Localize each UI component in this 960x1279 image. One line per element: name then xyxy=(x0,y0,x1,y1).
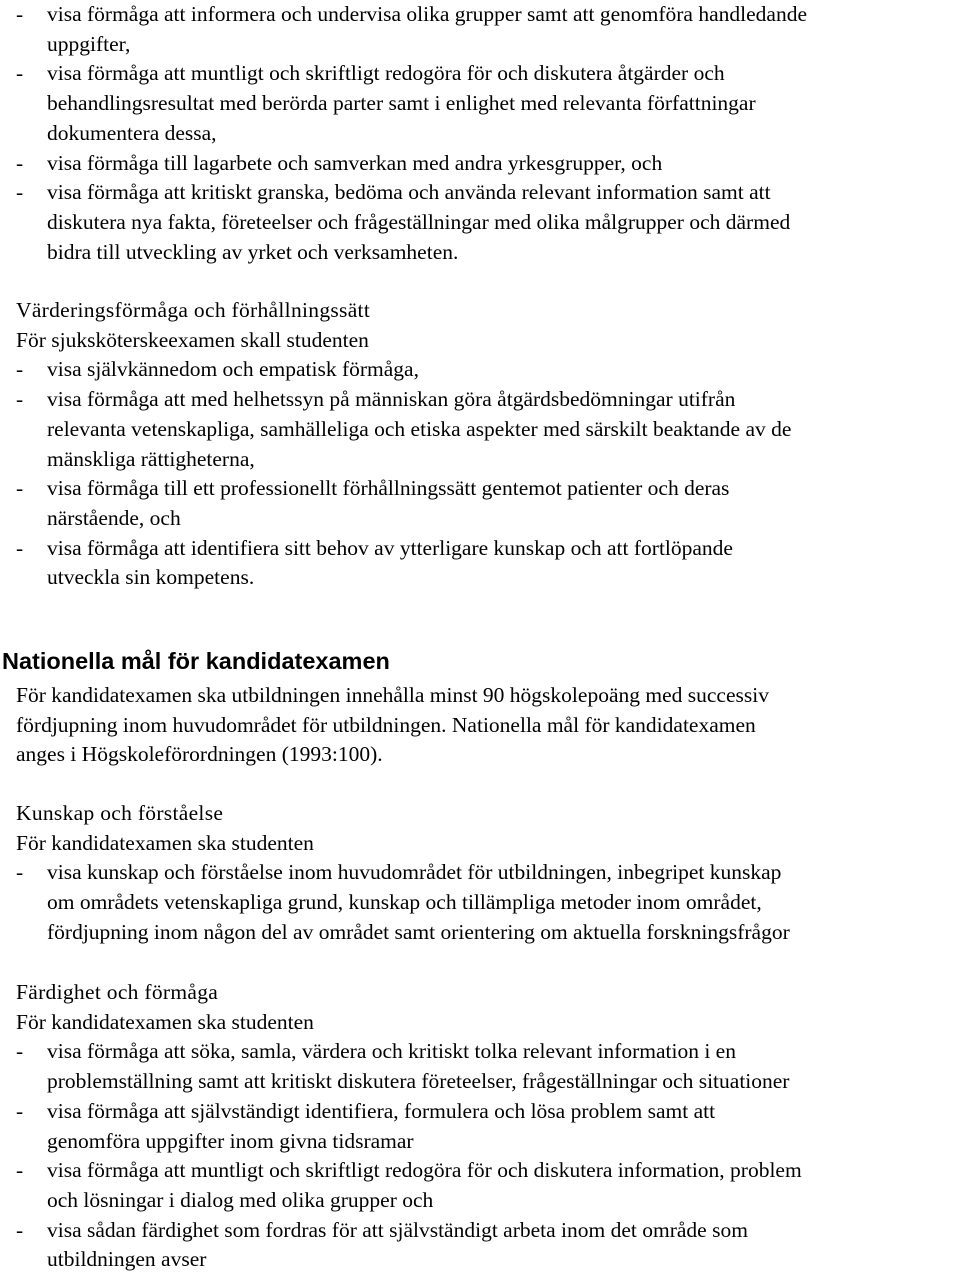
list-line: bidra till utveckling av yrket och verksamheten. xyxy=(47,239,459,264)
list-item xyxy=(16,59,947,148)
list-item xyxy=(16,858,947,947)
list-line: visa förmåga till ett professionellt förhållningssätt gentemot patienter och deras xyxy=(47,476,730,501)
list-line: visa förmåga att självständigt identifiera, formulera och lösa problem samt att xyxy=(47,1098,716,1123)
list-line: behandlingsresultat med berörda parter samt i enlighet med relevanta författningar xyxy=(47,91,756,116)
list-item xyxy=(16,1216,947,1275)
list-line: genomföra uppgifter inom givna tidsramar xyxy=(47,1128,414,1153)
list-dash: - xyxy=(16,61,24,86)
list-line: utbildningen avser xyxy=(47,1247,207,1272)
list-item xyxy=(16,474,947,533)
fardighet-section xyxy=(16,978,947,1275)
list-item xyxy=(16,149,947,179)
section-subtitle: Värderingsförmåga och förhållningssätt xyxy=(16,298,371,322)
list-item xyxy=(16,1097,947,1156)
list-line: diskutera nya fakta, företeelser och frågeställningar med olika målgrupper och därmed xyxy=(47,209,791,234)
list-dash: - xyxy=(16,150,24,175)
list-line: problemställning samt att kritiskt diskutera företeelser, frågeställningar och situationer xyxy=(47,1069,790,1094)
list-line: visa självkännedom och empatisk förmåga, xyxy=(47,357,419,382)
list-dash: - xyxy=(16,535,24,560)
list-line: om områdets vetenskapliga grund, kunskap och tillämpliga metoder inom området, xyxy=(47,890,762,915)
kunskap-section xyxy=(16,799,947,948)
list-line: relevanta vetenskapliga, samhälleliga och etiska aspekter med särskilt beaktande av de xyxy=(47,416,792,441)
list-dash: - xyxy=(16,357,24,382)
paragraph-line: fördjupning inom huvudområdet för utbildningen. Nationella mål för kandidatexamen xyxy=(16,712,756,737)
list-line: och lösningar i dialog med olika grupper och xyxy=(47,1187,434,1212)
section-subtitle: Kunskap och förståelse xyxy=(16,801,224,825)
list-item xyxy=(16,178,947,267)
list-line: visa förmåga att kritiskt granska, bedöma och använda relevant information samt att xyxy=(47,180,771,205)
list-line: visa förmåga att med helhetssyn på människan göra åtgärdsbedömningar utifrån xyxy=(47,387,736,412)
list-item xyxy=(16,1037,947,1096)
list-dash: - xyxy=(16,1158,24,1183)
list-line: visa förmåga att muntligt och skriftligt redogöra för och diskutera åtgärder och xyxy=(47,61,725,86)
list-line: visa förmåga att muntligt och skriftligt redogöra för och diskutera information, problem xyxy=(47,1158,802,1183)
section-heading: Nationella mål för kandidatexamen xyxy=(2,648,390,674)
list-line: visa förmåga till lagarbete och samverkan med andra yrkesgrupper, och xyxy=(47,150,663,175)
list-line: fördjupning inom någon del av området samt orientering om aktuella forskningsfrågor xyxy=(47,919,790,944)
list-dash: - xyxy=(16,180,24,205)
list-line: visa förmåga att söka, samla, värdera och kritiskt tolka relevant information i en xyxy=(47,1039,736,1064)
kandidat-intro-paragraph xyxy=(16,681,769,770)
varderingsformaga-section xyxy=(16,296,947,593)
list-line: utveckla sin kompetens. xyxy=(47,565,255,590)
list-dash: - xyxy=(16,1217,24,1242)
list-line: närstående, och xyxy=(47,505,181,530)
paragraph-line: För kandidatexamen ska utbildningen innehålla minst 90 högskolepoäng med successiv xyxy=(16,683,769,707)
list-item xyxy=(16,385,947,474)
list-dash: - xyxy=(16,1039,24,1064)
list-line: mänskliga rättigheterna, xyxy=(47,446,255,471)
list-line: uppgifter, xyxy=(47,31,131,56)
list-item xyxy=(16,0,947,59)
list-item xyxy=(16,355,947,385)
top-bullet-list xyxy=(16,0,947,267)
section-subtitle: Färdighet och förmåga xyxy=(16,980,219,1004)
section-intro: För sjuksköterskeexamen skall studenten xyxy=(16,327,369,352)
list-line: dokumentera dessa, xyxy=(47,120,217,145)
list-line: visa kunskap och förståelse inom huvudområdet för utbildningen, inbegripet kunskap xyxy=(47,860,782,885)
list-dash: - xyxy=(16,860,24,885)
list-dash: - xyxy=(16,2,24,26)
list-line: visa förmåga att identifiera sitt behov av ytterligare kunskap och att fortlöpande xyxy=(47,535,733,560)
list-dash: - xyxy=(16,1098,24,1123)
list-line: visa sådan färdighet som fordras för att självständigt arbeta inom det område som xyxy=(47,1217,748,1242)
list-item xyxy=(16,534,947,593)
paragraph-line: anges i Högskoleförordningen (1993:100). xyxy=(16,742,383,767)
section-intro: För kandidatexamen ska studenten xyxy=(16,830,314,855)
list-line: visa förmåga att informera och undervisa olika grupper samt att genomföra handledande xyxy=(47,2,807,26)
list-item xyxy=(16,1156,947,1215)
list-dash: - xyxy=(16,476,24,501)
list-dash: - xyxy=(16,387,24,412)
section-intro: För kandidatexamen ska studenten xyxy=(16,1009,314,1034)
